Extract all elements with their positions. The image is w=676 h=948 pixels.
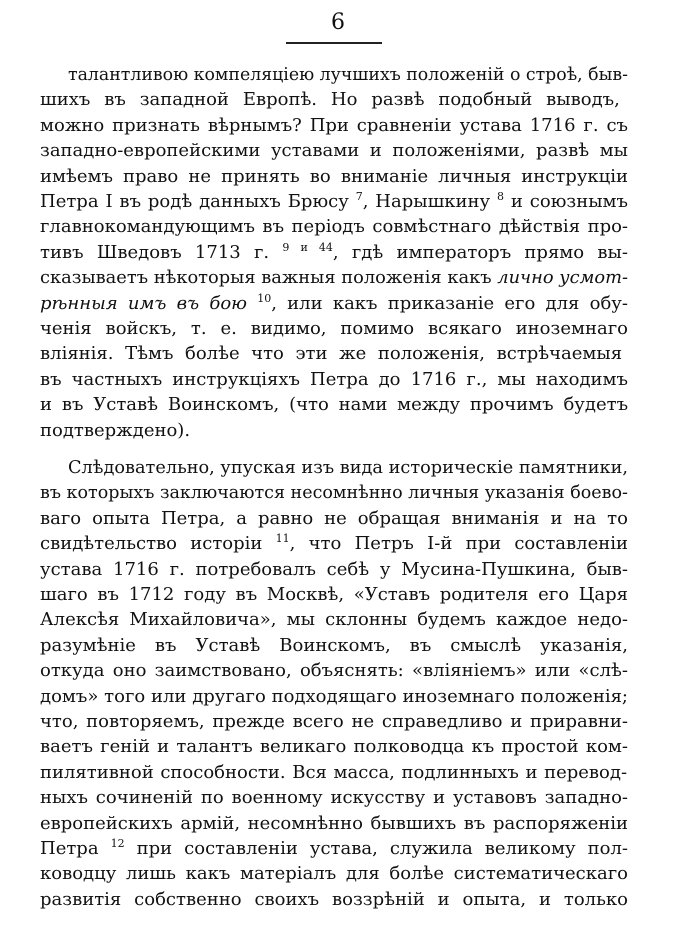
footnote-ref: 9 и 44 xyxy=(282,241,333,254)
text-line xyxy=(0,533,676,555)
text-run: и въ Уставѣ Воинскомъ, (что нами между прочимъ будетъ xyxy=(40,394,629,415)
line-text xyxy=(40,166,628,188)
text-line xyxy=(0,140,676,162)
text-line xyxy=(0,838,676,860)
text-line xyxy=(0,584,676,606)
text-run: вліянія. Тѣмъ болѣе что эти же положенія, встрѣчаемыя xyxy=(40,343,623,364)
text-run: свидѣтельство исторіи xyxy=(40,533,276,554)
line-text xyxy=(40,584,628,606)
text-line xyxy=(0,420,676,442)
line-text xyxy=(40,482,628,504)
text-line xyxy=(0,711,676,733)
italic-text: лично усмот- xyxy=(497,267,629,288)
footnote-ref: 8 xyxy=(497,190,505,203)
text-run: , или какъ приказаніе его для обу- xyxy=(271,293,628,314)
line-text xyxy=(40,559,628,581)
line-text xyxy=(40,191,628,213)
line-text xyxy=(40,635,628,657)
text-line xyxy=(0,394,676,416)
text-run: Петра xyxy=(40,838,111,859)
line-text xyxy=(40,318,628,340)
text-line xyxy=(0,457,676,479)
text-run: что, повторяемъ, прежде всего не справедливо и приравни- xyxy=(40,711,628,732)
text-run: западно-европейскими уставами и положеніями, развѣ мы xyxy=(40,140,629,161)
text-run: , Нарышкину xyxy=(362,191,498,212)
text-run: Слѣдовательно, упуская изъ вида историческіе памятники, xyxy=(68,457,629,478)
text-run: въ которыхъ заключаются несомнѣнно личныя указанія боево- xyxy=(40,482,628,503)
text-line xyxy=(0,293,676,315)
line-text xyxy=(40,343,622,365)
line-text xyxy=(40,889,628,911)
line-text xyxy=(40,686,628,708)
text-run: имѣемъ право не принять во вниманіе личныя инструкціи xyxy=(40,166,629,187)
text-run: тивъ Шведовъ 1713 г. xyxy=(40,242,283,263)
text-line xyxy=(0,660,676,682)
line-text xyxy=(40,115,628,137)
text-line xyxy=(0,787,676,809)
footnote-ref: 7 xyxy=(355,190,363,203)
text-line xyxy=(0,889,676,911)
text-run: Петра I въ родѣ данныхъ Брюсу xyxy=(40,191,356,212)
text-line xyxy=(0,343,676,365)
line-text xyxy=(68,457,628,479)
text-line xyxy=(0,813,676,835)
text-line xyxy=(0,191,676,213)
text-run: , что Петръ I-й при составленіи xyxy=(289,533,628,554)
text-run: шаго въ 1712 году въ Москвѣ, «Уставъ родителя его Царя xyxy=(40,584,629,605)
text-run: можно признать вѣрнымъ? При сравненіи устава 1716 г. съ xyxy=(40,115,629,136)
text-line xyxy=(0,609,676,631)
text-run: пилятивной способности. Вся масса, подлинныхъ и перевод- xyxy=(40,762,628,783)
text-run: при составленіи устава, служила великому пол- xyxy=(124,838,628,859)
text-line xyxy=(0,166,676,188)
text-run: откуда оно заимствовано, объяснять: «вліяніемъ» или «слѣ- xyxy=(40,660,628,681)
text-line xyxy=(0,318,676,340)
text-line xyxy=(0,762,676,784)
line-text xyxy=(40,369,628,391)
text-line xyxy=(0,242,676,264)
text-run: разумѣніе въ Уставѣ Воинскомъ, въ смыслѣ указанія, xyxy=(40,635,629,656)
line-text xyxy=(40,216,628,238)
line-text xyxy=(40,293,628,315)
text-line xyxy=(0,89,676,111)
text-run: и союзнымъ xyxy=(504,191,628,212)
line-text xyxy=(40,863,628,885)
line-text xyxy=(40,787,628,809)
line-text xyxy=(40,838,628,860)
line-text xyxy=(40,736,628,758)
text-run: ченія войскъ, т. е. видимо, помимо всякаго иноземнаго xyxy=(40,318,628,339)
text-run: , гдѣ императоръ прямо вы- xyxy=(332,242,628,263)
text-run: шихъ въ западной Европѣ. Но развѣ подобный выводъ, xyxy=(40,89,620,110)
line-text xyxy=(40,140,628,162)
page-number: 6 xyxy=(331,10,345,35)
text-line xyxy=(0,216,676,238)
line-text xyxy=(40,242,628,264)
text-run: устава 1716 г. потребовалъ себѣ у Мусина-Пушкина, быв- xyxy=(40,559,629,580)
line-text xyxy=(40,660,628,682)
text-line xyxy=(0,508,676,530)
footnote-ref: 12 xyxy=(110,837,125,850)
text-line xyxy=(0,863,676,885)
text-run xyxy=(247,293,257,314)
line-text xyxy=(40,508,628,530)
text-run: домъ» того или другаго подходящаго иноземнаго положенія; xyxy=(40,686,628,707)
text-run: развитія собственно своихъ воззрѣній и опыта, и только xyxy=(40,889,628,910)
text-run: подтверждено). xyxy=(40,420,191,441)
text-line xyxy=(0,736,676,758)
line-text xyxy=(40,420,190,442)
text-line xyxy=(0,64,676,86)
text-line xyxy=(0,267,676,289)
text-run: Алексѣя Михайловича», мы склонны будемъ каждое недо- xyxy=(40,609,628,630)
text-run: ководцу лишь какъ матеріалъ для болѣе систематическаго xyxy=(40,863,628,884)
text-run: главнокомандующимъ въ періодъ совмѣстнаго дѣйствія про- xyxy=(40,216,629,237)
text-line xyxy=(0,686,676,708)
line-text xyxy=(68,64,628,86)
header-rule xyxy=(286,42,382,44)
line-text xyxy=(40,762,627,784)
text-run: европейскихъ армій, несомнѣнно бывшихъ въ распоряженіи xyxy=(40,813,628,834)
line-text xyxy=(40,533,628,555)
line-text xyxy=(40,89,620,111)
text-run: ваетъ геній и талантъ великаго полководца къ простой ком- xyxy=(40,736,628,757)
text-run: талантливою компеляціею лучшихъ положеній о строѣ, быв- xyxy=(68,64,628,85)
text-line xyxy=(0,559,676,581)
text-run: ныхъ сочиненій по военному искусству и уставовъ западно- xyxy=(40,787,629,808)
line-text xyxy=(40,267,628,289)
text-run: ваго опыта Петра, а равно не обращая вниманія и на то xyxy=(40,508,628,529)
text-line xyxy=(0,482,676,504)
text-run: въ частныхъ инструкціяхъ Петра до 1716 г., мы находимъ xyxy=(40,369,628,390)
text-line xyxy=(0,115,676,137)
line-text xyxy=(40,711,628,733)
line-text xyxy=(40,394,628,416)
text-run: сказываетъ нѣкоторыя важныя положенія какъ xyxy=(40,267,498,288)
text-line xyxy=(0,635,676,657)
text-line xyxy=(0,369,676,391)
line-text xyxy=(40,609,628,631)
line-text xyxy=(40,813,628,835)
footnote-ref: 10 xyxy=(257,292,272,305)
italic-text: рѣнныя имъ въ бою xyxy=(40,293,248,314)
footnote-ref: 11 xyxy=(275,532,290,545)
